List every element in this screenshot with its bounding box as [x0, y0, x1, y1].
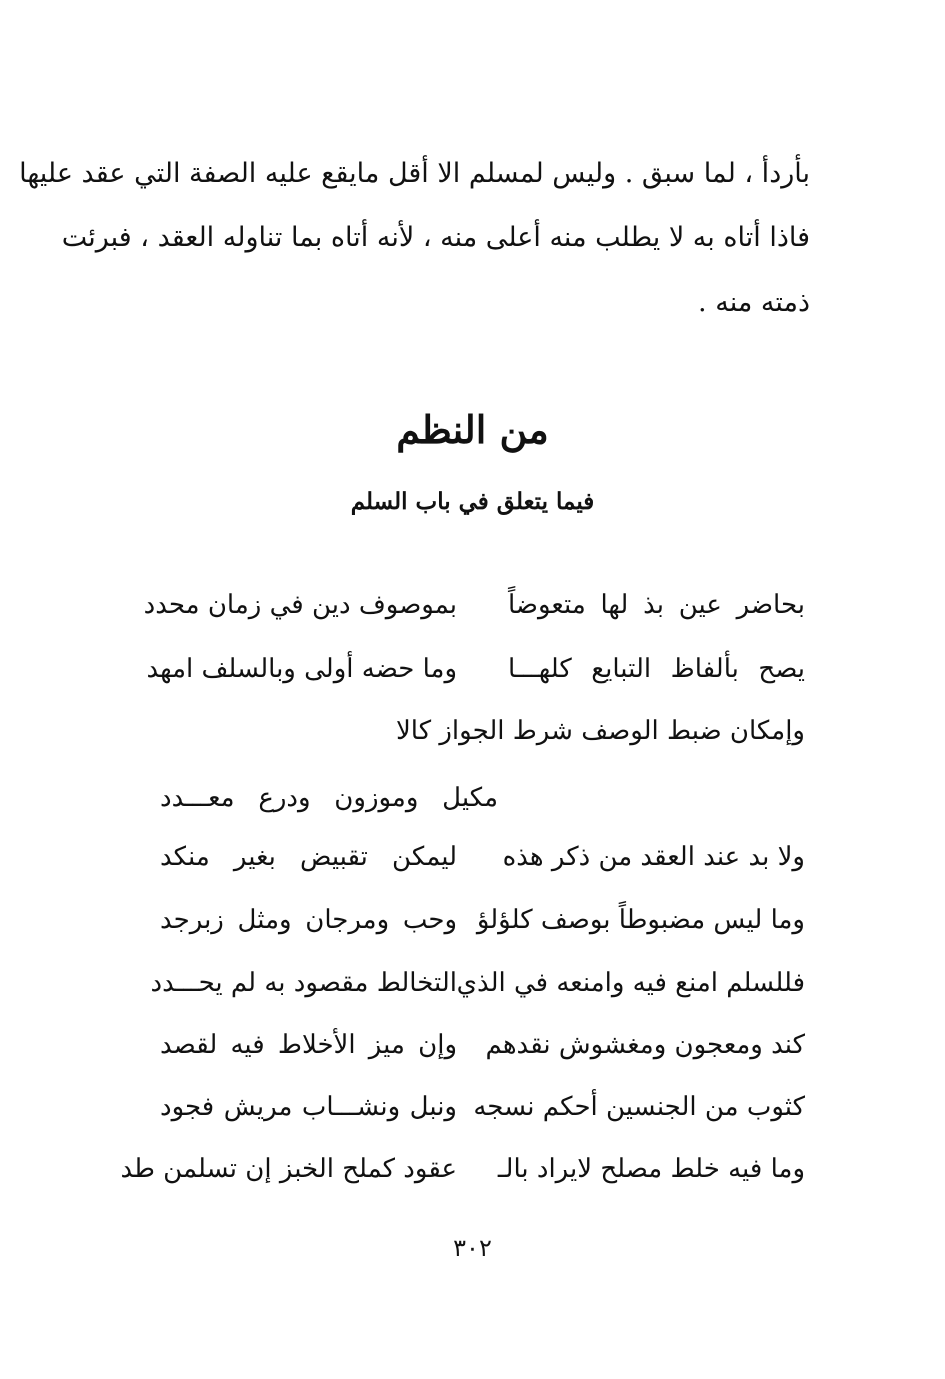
verse-6-first-hemistich: فللسلم امنع فيه وامنعه في الذي [456, 968, 805, 998]
verse-8-first-hemistich: كثوب من الجنسين أحكم نسجه [473, 1092, 805, 1122]
verse-7-first-hemistich: كند ومعجون ومغشوش نقدهم [485, 1030, 805, 1060]
verse-4-second-hemistich: ليمكن تقبيض بغير منكد [160, 842, 457, 872]
verse-2-first-hemistich: يصح بألفاظ التبايع كلهـــا [508, 654, 805, 684]
prose-line-3: ذمته منه . [698, 287, 810, 318]
verse-5-second-hemistich: وحب ومرجان ومثل زبرجد [160, 905, 457, 935]
verse-8-second-hemistich: ونبل ونشـــاب مريش فجود [160, 1092, 457, 1122]
verse-4-first-hemistich: ولا بد عند العقد من ذكر هذه [502, 842, 805, 872]
verse-7-second-hemistich: وإن ميز الأخلاط فيه لقصد [160, 1030, 457, 1060]
verse-2-second-hemistich: وما حضه أولى وبالسلف امهد [146, 654, 457, 684]
page-number: ٣٠٢ [453, 1234, 492, 1262]
verse-6-second-hemistich: التخالط مقصود به لم يحـــدد [150, 968, 457, 998]
verse-3-first-hemistich: وإمكان ضبط الوصف شرط الجواز كالا [395, 716, 805, 746]
verse-5-first-hemistich: وما ليس مضبوطاً بوصف كلؤلؤ [476, 905, 805, 935]
verse-9-second-hemistich: عقود كملح الخبز إن تسلمن طد [120, 1154, 457, 1184]
verse-1-first-hemistich: بحاضر عين بذ لها متعوضاً [508, 590, 805, 620]
verse-9-first-hemistich: وما فيه خلط مصلح لايراد بالـ [497, 1154, 805, 1184]
prose-line-1: بأردأ ، لما سبق . وليس لمسلم الا أقل مايقع عليه الصفة التي عقد عليها [19, 158, 810, 189]
verse-3-second-hemistich: مكيل وموزون ودرع معـــدد [160, 783, 498, 813]
verse-1-second-hemistich: بموصوف دين في زمان محدد [143, 590, 457, 620]
section-subtitle: فيما يتعلق في باب السلم [350, 488, 595, 515]
prose-line-2: فاذا أتاه به لا يطلب منه أعلى منه ، لأنه أتاه بما تناوله العقد ، فبرئت [61, 222, 810, 253]
section-title: من النظم [396, 407, 549, 452]
